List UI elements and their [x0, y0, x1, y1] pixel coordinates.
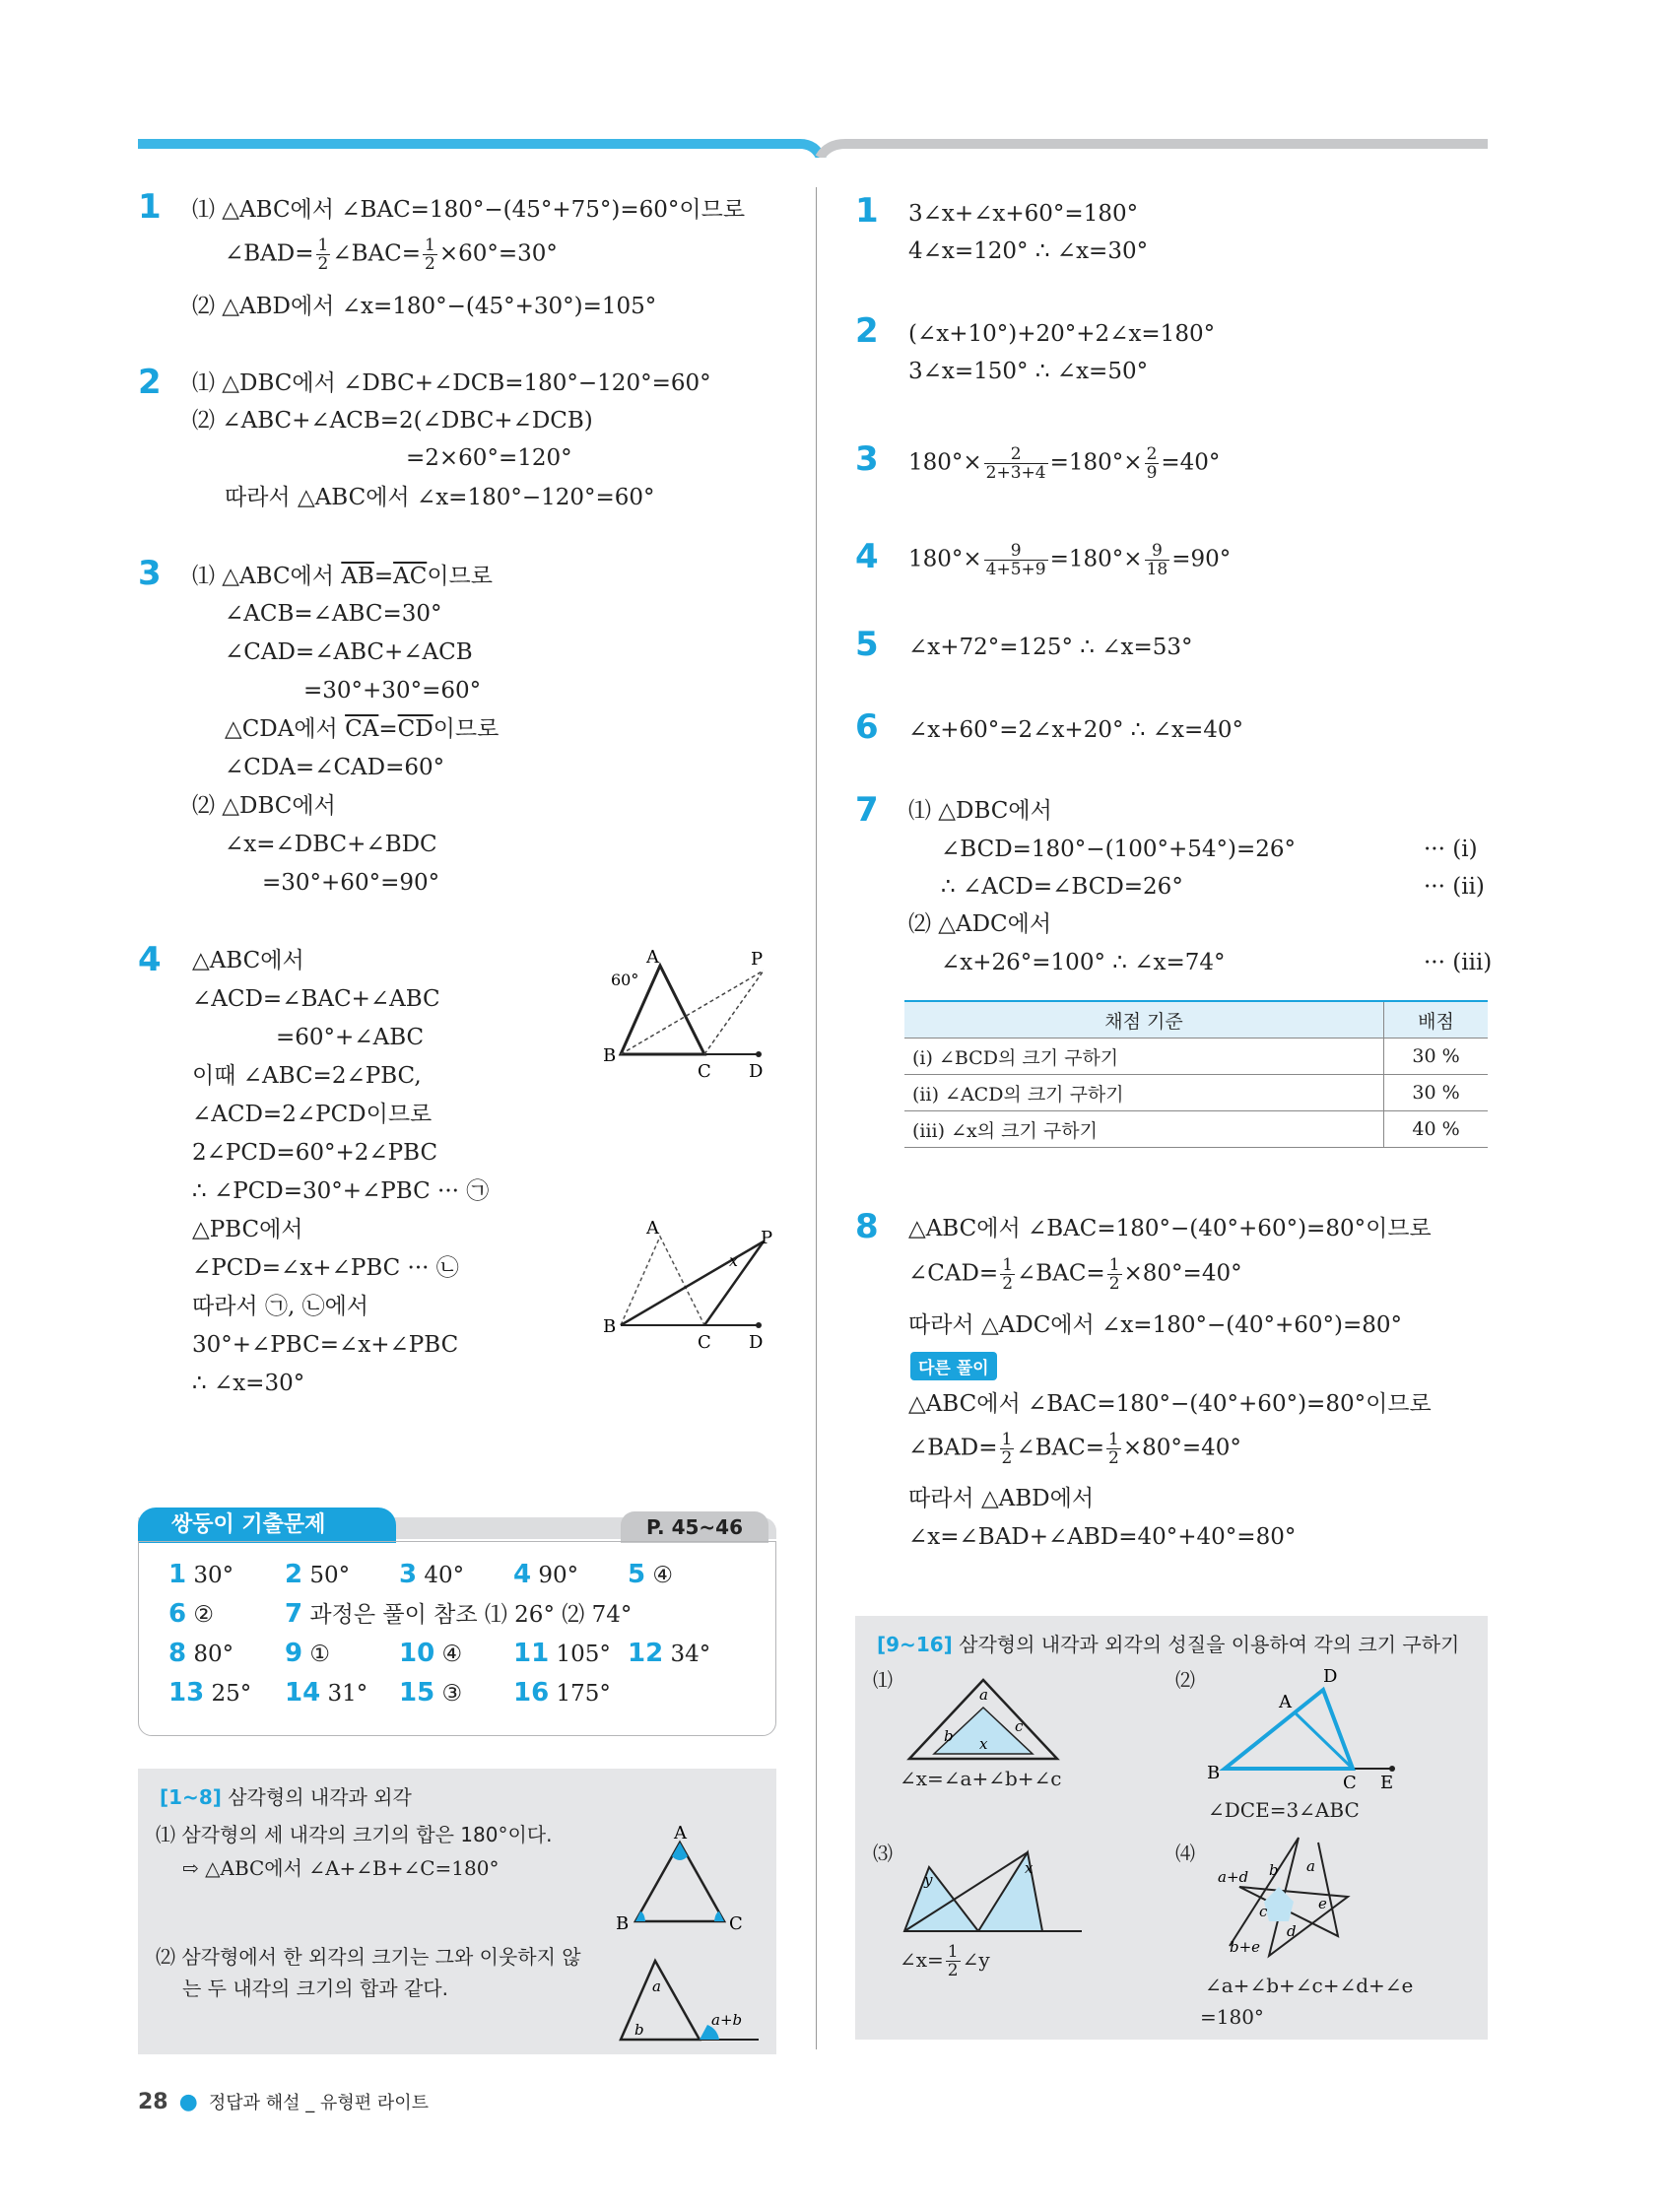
text-line: ⑵ △ABD에서 ∠x=180°−(45°+30°)=105°: [192, 294, 657, 319]
triangle-angle-sum-figure: [611, 1823, 749, 1941]
text-line: ∠ACD=∠BAC+∠ABC: [192, 986, 440, 1012]
table-header: 배점: [1384, 1001, 1489, 1039]
formula: ∠x= $\frac{1}{2}$ ∠y: [900, 1942, 990, 1980]
svg-text:x: x: [1025, 1859, 1034, 1877]
text-line: (∠x+10°)+20°+2∠x=180°: [908, 321, 1216, 347]
angle-label: x: [729, 1251, 739, 1270]
svg-text:d: d: [1287, 1922, 1297, 1940]
text-line: ∠ACD=2∠PCD이므로: [192, 1102, 433, 1127]
concept-box-left: [138, 1769, 776, 2054]
formula: ∠x=∠a+∠b+∠c: [900, 1767, 1062, 1790]
text-line: =2×60°=120°: [406, 445, 572, 471]
text-line: ∠CDA=∠CAD=60°: [225, 755, 445, 780]
text-line: ∠CAD=∠ABC+∠ACB: [225, 639, 473, 665]
text-line: △PBC에서: [192, 1217, 303, 1242]
formula: =180°: [1200, 2005, 1264, 2029]
label-P: P: [751, 949, 764, 970]
label-B: B: [603, 1045, 617, 1066]
text-line: 2∠PCD=60°+2∠PBC: [192, 1140, 438, 1166]
text-line: ∠BCD=180°−(100°+54°)=26°: [941, 837, 1297, 862]
text-line: 30°+∠PBC=∠x+∠PBC: [192, 1332, 459, 1358]
figure-label: ⑵: [1175, 1668, 1195, 1692]
label-A: A: [646, 947, 659, 968]
text-line: ∠ACB=∠ABC=30°: [225, 601, 442, 627]
concept-box-right: [855, 1616, 1488, 2040]
text-line: 180°× $\frac{2}{2+3+4}$ =180°× $\frac{2}{9}$ =40°: [908, 444, 1221, 483]
label-P: P: [761, 1228, 773, 1248]
text-line: ∴ ∠ACD=∠BCD=26°: [941, 874, 1183, 900]
text-line: ∠BAD= $\frac{1}{2}$ ∠BAC= $\frac{1}{2}$ ×60°=30°: [225, 235, 558, 274]
exterior-angle-figure: [601, 1946, 768, 2049]
svg-text:e: e: [1318, 1895, 1327, 1912]
twin-title: 쌍둥이 기출문제: [138, 1508, 396, 1543]
svg-text:A: A: [1279, 1692, 1292, 1712]
marker: ··· (ⅱ): [1424, 874, 1485, 900]
angle-label: 60°: [611, 971, 639, 989]
figure-label: ⑴: [873, 1668, 893, 1692]
text-line: ∴ ∠PCD=30°+∠PBC ··· ㉠: [192, 1178, 490, 1204]
twin-pages: P. 45~46: [621, 1511, 768, 1543]
text-line: 이때 ∠ABC=2∠PBC,: [192, 1063, 422, 1089]
problem-number: 2: [138, 363, 162, 402]
text-line: ⑴ △DBC에서 ∠DBC+∠DCB=180°−120°=60°: [192, 370, 711, 396]
svg-text:b: b: [1269, 1861, 1279, 1879]
text-line: ∠x+26°=100° ∴ ∠x=74°: [941, 950, 1226, 975]
twin-answer-grid: 1 30° 2 50° 3 40° 4 90° 5 ④ 6 ② 7 과정은 풀이 참조 ⑴ 26° ⑵ 74° 8 80° 9 ① 10 ④ 11 105° 12 34° 13 25° 14 31° 15 ③ 16 175°: [138, 1541, 776, 1736]
grading-table: [904, 1000, 1488, 1148]
concept-title: [1~8] 삼각형의 내각과 외각: [160, 1785, 412, 1809]
problem-number: 6: [855, 707, 879, 747]
label-B: B: [616, 1913, 630, 1934]
svg-text:E: E: [1380, 1773, 1394, 1788]
text-line: 180°× $\frac{9}{4+5+9}$ =180°× $\frac{9}{18}$ =90°: [908, 541, 1232, 579]
text-line: ⑴ △ABC에서 ∠BAC=180°−(45°+75°)=60°이므로: [192, 197, 746, 223]
text-line: ⑴ △ABC에서 $\overline{AB}=\overline{AC}$이므로: [192, 564, 493, 589]
text-line: 3∠x=150° ∴ ∠x=50°: [908, 359, 1149, 384]
figure-3: [895, 1838, 1092, 1946]
svg-text:y: y: [924, 1871, 933, 1889]
marker: ··· (ⅲ): [1424, 950, 1493, 975]
figure-4-star: [1200, 1828, 1397, 1966]
concept-text: ⑴ 삼각형의 세 내각의 크기의 합은 180°이다.: [156, 1823, 553, 1846]
svg-text:D: D: [1323, 1666, 1338, 1687]
figure-2: [1195, 1660, 1432, 1788]
text-line: =30°+30°=60°: [303, 678, 482, 704]
concept-text: ⇨ △ABC에서 ∠A+∠B+∠C=180°: [182, 1856, 500, 1880]
label-A: A: [674, 1823, 687, 1843]
figure-1: [895, 1670, 1072, 1769]
concept-text: ⑵ 삼각형에서 한 외각의 크기는 그와 이웃하지 않: [156, 1945, 581, 1969]
label-a-plus-b: a+b: [711, 2011, 743, 2029]
figure-label: ⑷: [1175, 1842, 1195, 1865]
concept-text: 는 두 내각의 크기의 합과 같다.: [182, 1977, 448, 2000]
text-line: =30°+60°=90°: [262, 870, 440, 896]
svg-text:c: c: [1259, 1903, 1268, 1920]
marker: ··· (ⅰ): [1424, 837, 1478, 862]
problem-number: 4: [138, 940, 162, 979]
table-header: 채점 기준: [904, 1001, 1384, 1039]
text-line: 4∠x=120° ∴ ∠x=30°: [908, 238, 1149, 264]
svg-text:a+d: a+d: [1218, 1868, 1249, 1886]
concept-title: [9~16] 삼각형의 내각과 외각의 성질을 이용하여 각의 크기 구하기: [877, 1633, 1460, 1656]
text-line: 따라서 ㉠, ㉡에서: [192, 1294, 369, 1319]
header-bar: [0, 0, 1668, 158]
triangle-figure-2: [581, 1212, 788, 1350]
text-line: △CDA에서 $\overline{CA}=\overline{CD}$이므로: [225, 716, 500, 742]
problem-number: 2: [855, 311, 879, 351]
label-D: D: [749, 1332, 764, 1350]
problem-number: 3: [855, 439, 879, 479]
text-line: △ABC에서 ∠BAC=180°−(40°+60°)=80°이므로: [908, 1391, 1432, 1417]
text-line: ∠x=∠DBC+∠BDC: [225, 832, 437, 857]
svg-text:a: a: [1306, 1857, 1315, 1875]
text-line: ⑵ △DBC에서: [192, 793, 336, 819]
text-line: △ABC에서 ∠BAC=180°−(40°+60°)=80°이므로: [908, 1216, 1432, 1241]
formula: ∠a+∠b+∠c+∠d+∠e: [1205, 1974, 1414, 1997]
svg-text:x: x: [979, 1735, 988, 1753]
label-B: B: [603, 1316, 617, 1337]
label-C: C: [698, 1332, 711, 1350]
text-line: ∠PCD=∠x+∠PBC ··· ㉡: [192, 1255, 459, 1281]
problem-number: 8: [855, 1207, 879, 1246]
page-number: 28: [138, 2090, 168, 2114]
svg-text:c: c: [1015, 1717, 1024, 1735]
svg-text:B: B: [1207, 1763, 1221, 1783]
svg-text:b+e: b+e: [1230, 1938, 1261, 1956]
text-line: ⑴ △DBC에서: [908, 798, 1052, 824]
text-line: 따라서 △ABC에서 ∠x=180°−120°=60°: [225, 485, 655, 510]
triangle-figure-1: [581, 941, 788, 1079]
text-line: ∠x+60°=2∠x+20° ∴ ∠x=40°: [908, 717, 1244, 743]
text-line: 따라서 △ADC에서 ∠x=180°−(40°+60°)=80°: [908, 1312, 1403, 1338]
text-line: ∴ ∠x=30°: [192, 1371, 305, 1396]
label-a: a: [652, 1977, 661, 1995]
text-line: ⑵ △ADC에서: [908, 911, 1052, 937]
text-line: ⑵ ∠ABC+∠ACB=2(∠DBC+∠DCB): [192, 408, 593, 434]
label-C: C: [729, 1913, 743, 1934]
text-line: ∠CAD= $\frac{1}{2}$ ∠BAC= $\frac{1}{2}$ ×80°=40°: [908, 1255, 1242, 1294]
label-A: A: [646, 1218, 659, 1239]
label-C: C: [698, 1061, 711, 1079]
svg-text:C: C: [1343, 1773, 1357, 1788]
label-b: b: [634, 2021, 644, 2039]
problem-number: 7: [855, 790, 879, 830]
label-D: D: [749, 1061, 764, 1079]
column-divider: [816, 187, 817, 2049]
alt-solution-badge: 다른 풀이: [910, 1352, 997, 1380]
table-row: (ⅰ) ∠BCD의 크기 구하기 30 %: [904, 1039, 1488, 1075]
text-line: ∠x=∠BAD+∠ABD=40°+40°=80°: [908, 1524, 1297, 1550]
text-line: ∠x+72°=125° ∴ ∠x=53°: [908, 635, 1193, 660]
table-row: (ⅱ) ∠ACD의 크기 구하기 30 %: [904, 1075, 1488, 1111]
formula: ∠DCE=3∠ABC: [1208, 1798, 1360, 1822]
text-line: 따라서 △ABD에서: [908, 1486, 1095, 1511]
problem-number: 4: [855, 537, 879, 576]
text-line: ∠BAD= $\frac{1}{2}$ ∠BAC= $\frac{1}{2}$ ×80°=40°: [908, 1430, 1241, 1468]
text-line: =60°+∠ABC: [276, 1025, 425, 1050]
svg-text:a: a: [979, 1686, 988, 1704]
text-line: △ABC에서: [192, 948, 304, 973]
page-footer: 28 ● 정답과 해설 _ 유형편 라이트: [138, 2090, 429, 2114]
footer-text: 정답과 해설 _ 유형편 라이트: [208, 2093, 429, 2113]
svg-text:b: b: [944, 1727, 954, 1745]
problem-number: 5: [855, 625, 879, 664]
problem-number: 1: [138, 187, 162, 227]
problem-number: 3: [138, 554, 162, 593]
problem-number: 1: [855, 191, 879, 231]
text-line: 3∠x+∠x+60°=180°: [908, 201, 1139, 227]
table-row: (ⅲ) ∠x의 크기 구하기 40 %: [904, 1111, 1488, 1148]
figure-label: ⑶: [873, 1842, 893, 1865]
